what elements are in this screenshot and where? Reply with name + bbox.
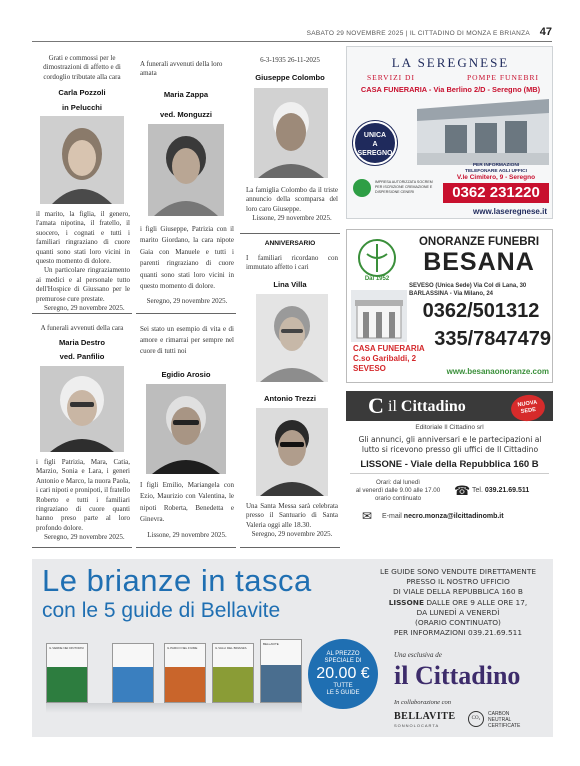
portrait-photo (146, 384, 226, 474)
socrem-icon (353, 179, 371, 197)
book-title: IL VALLI DEL BRIANZA (215, 646, 247, 650)
obit-name: Carla Pozzoli (58, 88, 106, 97)
ad2-casa-address-1: C.so Garibaldi, 2 (353, 354, 417, 363)
page-number: 47 (539, 26, 552, 38)
obit-body: I figli Emilio, Mariangela con Ezio, Maurizio con Valentina, le nipoti Roberta, Benedetta e Ginevra. (140, 481, 234, 524)
ad1-subtitle-right: POMPE FUNEBRI (467, 73, 539, 82)
ad1-address: CASA FUNERARIA - Via Berlino 2/D - Seregno (MB) (360, 85, 541, 94)
ad4-info-3: DI VIALE DELLA REPUBBLICA 160 B (392, 587, 524, 597)
ad2-address-2: BARLASSINA - Via Milano, 24 (409, 291, 494, 297)
cittadino-logo-c-icon: C (368, 393, 384, 418)
ad4-info-1: LE GUIDE SONO VENDUTE DIRETTAMENTE (379, 567, 537, 576)
ad4-esclusiva: Una esclusiva de (394, 651, 442, 659)
obituary-anniversario (240, 238, 340, 548)
ad2-since: Dal 1952 (364, 276, 390, 282)
ad-besana (346, 229, 553, 383)
ad1-subtitle-left: SERVIZI DI (367, 73, 415, 82)
price-value: 20.00 € (316, 665, 370, 682)
portrait-photo (40, 366, 124, 452)
ad1-website: www.laseregnese.it (473, 207, 547, 216)
ad1-info-sub: TELEFONARE AGLI UFFICI (465, 169, 527, 174)
obit-name-2: Antonio Trezzi (264, 394, 316, 403)
obit-intro: Grati e commossi per le dimostrazioni di affetto e di cordoglio tributate alla cara (43, 54, 121, 81)
obit-name: Giuseppe Colombo (255, 73, 325, 82)
obit-name: Egidio Arosio (161, 370, 211, 379)
obit-name: Maria Destro (58, 338, 105, 347)
obit-dates: 6-3-1935 26-11-2025 (260, 56, 320, 64)
ad3-text: Gli annunci, gli anniversari e le partecipazioni al lutto si ricevono presso gli uffici de Il Cittadino (358, 435, 542, 454)
ad4-headline-2: con le 5 guide di Bellavite (42, 599, 281, 622)
ad1-phone: 0362 231220 (443, 183, 549, 203)
page-header (32, 28, 552, 42)
carbon-line-1: CARBON (488, 711, 510, 717)
ad2-name: BESANA (423, 248, 535, 276)
obit-date: Seregno, 29 novembre 2025. (251, 530, 333, 539)
ad3-email: necro.monza@ilcittadinomb.it (403, 513, 504, 520)
guide-book-4 (212, 643, 254, 703)
obituary-arosio (136, 322, 236, 548)
portrait-photo (256, 294, 328, 382)
obit-intro: Sei stato un esempio di vita e di amore e rimarrai per sempre nel cuore di tutti noi (140, 325, 234, 355)
price-line-1: AL PREZZO (326, 651, 360, 657)
ad2-address-1: SEVESO (Unica Sede) Via Col di Lana, 30 (409, 283, 527, 289)
obit-name-1: Lina Villa (273, 280, 307, 289)
cittadino-logo (388, 398, 466, 416)
obit-body: il marito, la figlia, il genero, l'amata nipotina, il fratello, il suocero, i cognati e tutti i familiari ringraziano di cuore quanti sono stati loro vicini in questo momento di dolore. (36, 210, 130, 266)
obituary-zappa (136, 52, 236, 314)
ad1-office: V.le Cimitero, 9 - Seregno (456, 174, 536, 181)
ad2-title: ONORANZE FUNEBRI (418, 236, 540, 248)
obituary-destro (32, 322, 132, 548)
ad4-bellavite-sub: SONNOLOCARTA (394, 723, 440, 728)
obit-body: La famiglia Colombo da il triste annuncio della scomparsa del loro caro Giuseppe. (246, 186, 338, 213)
price-sub-1: TUTTE (333, 683, 353, 689)
badge-line: SEREGNO (357, 150, 393, 157)
price-line-2: SPECIALE DI (324, 658, 362, 664)
portrait-photo (40, 116, 124, 204)
logo-il: il (388, 398, 397, 415)
price-sub-2: LE 5 GUIDE (326, 690, 360, 696)
guide-book-5 (260, 639, 302, 703)
guide-book-1 (46, 643, 88, 703)
ad3-divider (350, 473, 549, 474)
portrait-photo (254, 88, 328, 178)
obit-body-2: Un particolare ringraziamento ai medici e al personale tutto dell'Hospice di Giussano per le premurose cure prestate. (36, 266, 130, 303)
ad1-info-title: PER INFORMAZIONI (472, 163, 520, 168)
unica-seregno-badge (353, 121, 397, 165)
obit-married-name: ved. Panfilio (59, 352, 105, 361)
logo-name: Cittadino (400, 398, 466, 415)
ad3-tel: 039.21.69.511 (484, 487, 530, 494)
obit-body: Una Santa Messa sarà celebrata presso il Santuario di Santa Valeria oggi alle 18.30. (246, 502, 338, 529)
ad4-bellavite-logo: BELLAVITE (394, 711, 456, 722)
book-title: IL PARCO NEL FIUME (167, 646, 198, 650)
obit-body: i figli Patrizia, Mara, Catia, Marzio, Sonia e Lara, i generi Antonio e Marco, la nuora Paola, i cari nipoti e pronipoti, il fratello Roberto e tutti i familiari ringraziano di cuore quanti hanno preso parte al loro profondo dolore. (36, 458, 130, 532)
obit-date: Lissone, 29 novembre 2025. (147, 530, 227, 539)
ad3-tel-label: Tel. (472, 487, 483, 494)
building-image (351, 290, 407, 342)
book-title (113, 644, 153, 648)
ad4-info-7: PER INFORMAZIONI 039.21.69.511 (393, 628, 523, 638)
building-image (417, 99, 549, 165)
obituary-pozzoli (32, 52, 132, 314)
ad4-info-2: PRESSO IL NOSTRO UFFICIO (406, 577, 510, 587)
ad4-cittadino-logo: il Cittadino (394, 661, 521, 690)
ad4-headline-1: Le brianze in tasca (42, 563, 312, 598)
ad2-phone-2: 335/7847479 (434, 328, 551, 350)
ad2-phone-1: 0362/501312 (422, 300, 540, 322)
header-info: SABATO 29 NOVEMBRE 2025 | IL CITTADINO DI MONZA E BRIANZA (306, 30, 530, 37)
ad-il-cittadino (346, 391, 553, 542)
ad3-editor: Editoriale Il Cittadino srl (415, 424, 484, 431)
ad1-impresa: IMPRESA AUTORIZZATA SOCREM PER ISCRIZIONE CREMAZIONE E DISPERSIONE CENERI (375, 180, 433, 194)
obit-intro: A funerali avvenuti della loro amata (140, 60, 223, 78)
ad-bellavite-guides (32, 559, 553, 737)
price-badge (308, 639, 378, 709)
badge-line: SEDE (520, 406, 537, 416)
guide-books (46, 639, 302, 717)
badge-line: NUOVA (517, 399, 538, 409)
obit-date: Seregno, 29 novembre 2025. (146, 297, 228, 306)
ad4-info-5: DA LUNEDÌ A VENERDÌ (416, 607, 500, 617)
portrait-photo (256, 408, 328, 496)
obit-body: i figli Giuseppe, Patrizia con il marito Giordano, la cara nipote Gaia con Manuele e tutti i parenti ringraziano di cuore quanti sono stati loro vicini in questo momento di dolore. (140, 225, 234, 291)
ad3-hours-2: al venerdì dalle 9.00 alle 17.00 (355, 487, 441, 494)
ad3-email-label: E-mail (382, 513, 402, 520)
obit-date: Lissone, 29 novembre 2025. (252, 214, 332, 223)
ad4-info-6: (ORARIO CONTINUATO) (415, 618, 501, 628)
badge-line: A (372, 141, 378, 148)
book-title: IL VERDE NEI DINTORNI (49, 646, 84, 650)
portrait-photo (148, 124, 224, 216)
carbon-line-2: NEUTRAL (488, 717, 512, 723)
obit-date: Seregno, 29 novembre 2025. (44, 304, 125, 313)
obit-intro: I familiari ricordano con immutato affetto i cari (246, 254, 338, 272)
guide-book-3 (164, 643, 206, 703)
phone-icon: ☎ (454, 483, 471, 498)
obit-married-name: in Pelucchi (61, 103, 103, 112)
ad3-hours-1: Orari: dal lunedì (375, 479, 421, 486)
ad4-info-after-bold: DALLE ORE 9 ALLE ORE 17, (424, 597, 528, 607)
ad2-casa-address-2: SEVESO (353, 364, 386, 373)
ad2-website: www.besanaonoranze.com (446, 367, 549, 376)
anniversary-heading: ANNIVERSARIO (264, 240, 316, 247)
ad4-collab: In collaborazione con (394, 699, 452, 706)
obituary-colombo (240, 52, 340, 234)
carbon-neutral-icon: CO₂ (468, 711, 484, 727)
carbon-line-3: CERTIFICATE (488, 723, 521, 729)
ad3-address: LISSONE - Viale della Repubblica 160 B (360, 459, 539, 470)
ad2-casa: CASA FUNERARIA (353, 344, 425, 353)
book-title: BELLAVITE (263, 642, 279, 646)
ad3-hours-3: orario continuato (374, 495, 422, 502)
books-shadow (46, 703, 302, 713)
email-icon: ✉ (362, 509, 373, 523)
obit-name: Maria Zappa (163, 90, 209, 99)
guide-book-2 (112, 643, 154, 703)
obit-date: Seregno, 29 novembre 2025. (44, 533, 125, 542)
badge-line: UNICA (363, 132, 387, 139)
ad1-brand: LA SEREGNESE (391, 55, 510, 70)
obit-married-name: ved. Monguzzi (160, 110, 212, 119)
obit-intro: A funerali avvenuti della cara (40, 324, 124, 332)
ad4-info-bold: LISSONE (388, 597, 424, 607)
ad-la-seregnese (346, 46, 553, 219)
